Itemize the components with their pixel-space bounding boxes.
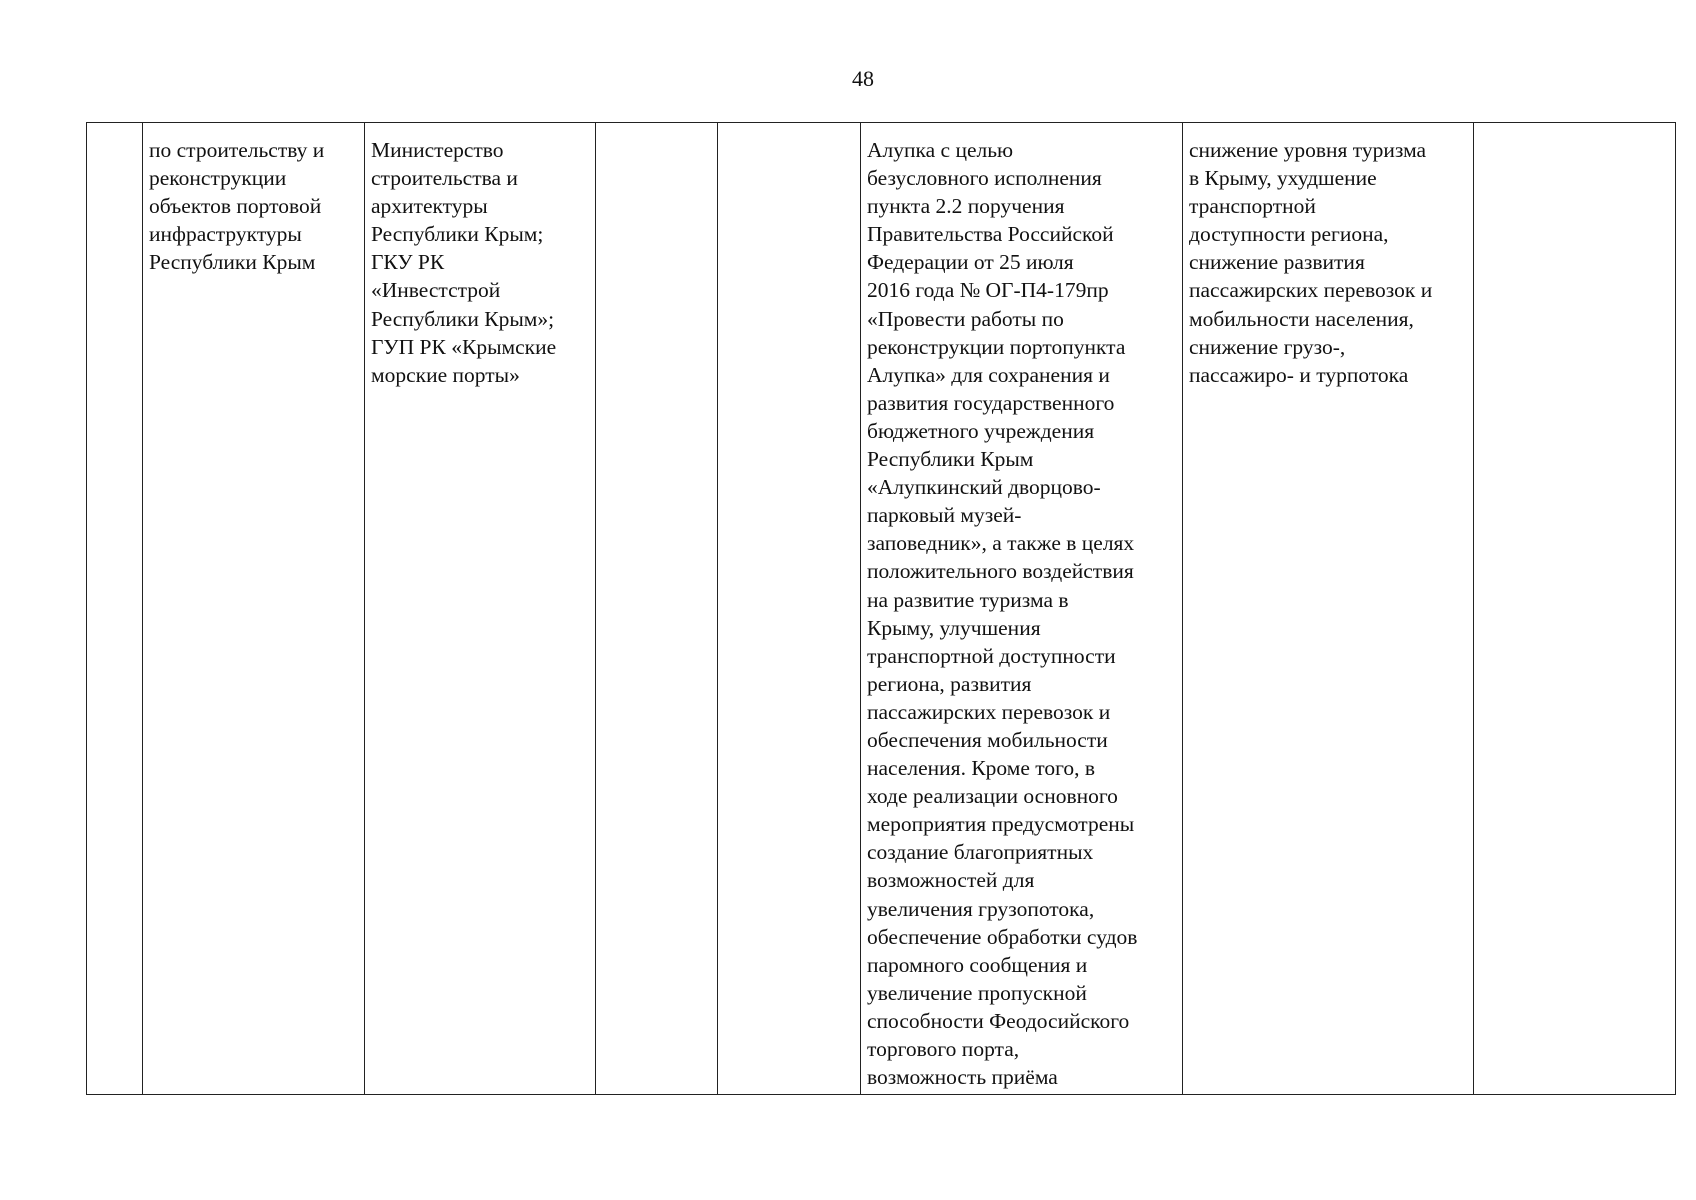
table-cell-responsible: Министерство строительства и архитектуры Республики Крым; ГКУ РК «Инвестстрой Республики Крым»; ГУП РК «Крымские морские порты» bbox=[365, 123, 596, 1095]
table-row bbox=[87, 123, 1676, 1095]
table-cell-result: Алупка с целью безусловного исполнения пункта 2.2 поручения Правительства Российской Федерации от 25 июля 2016 года № ОГ-П4-179пр «Провести работы по реконструкции портопункта Алупка» для сохранения и развития государственного бюджетного учреждения Республики Крым «Алупкинский дворцово- парковый музей- заповедник», а также в целях положительного воздействия на развитие туризма в Крыму, улучшения транспортной доступности региона, развития пассажирских перевозок и обеспечения мобильности населения. Кроме того, в ходе реализации основного мероприятия предусмотрены создание благоприятных возможностей для увеличения грузопотока, обеспечение обработки судов паромного сообщения и увеличение пропускной способности Феодосийского торгового порта, возможность приёма bbox=[861, 123, 1183, 1095]
table-cell-relation bbox=[1474, 123, 1676, 1095]
page-number: 48 bbox=[852, 66, 874, 91]
document-table bbox=[86, 122, 1676, 1095]
table-cell-measure: по строительству и реконструкции объектов портовой инфраструктуры Республики Крым bbox=[143, 123, 365, 1095]
table-cell-number bbox=[87, 123, 143, 1095]
table-cell-end bbox=[718, 123, 861, 1095]
table-cell-consequences: снижение уровня туризма в Крыму, ухудшение транспортной доступности региона, снижение развития пассажирских перевозок и мобильности населения, снижение грузо-, пассажиро- и турпотока bbox=[1183, 123, 1474, 1095]
table-cell-start bbox=[596, 123, 718, 1095]
